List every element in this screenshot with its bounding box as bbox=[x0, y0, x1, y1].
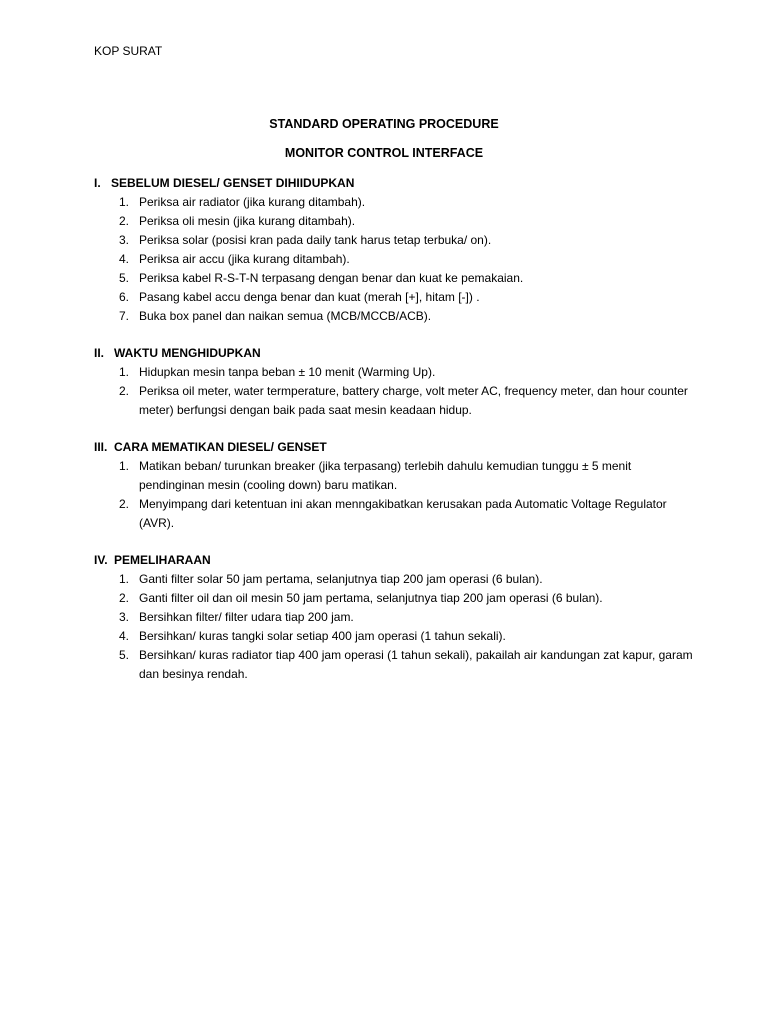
item-marker: 2. bbox=[118, 214, 129, 228]
section-heading bbox=[94, 344, 694, 363]
item-text: Ganti filter solar 50 jam pertama, selanjutnya tiap 200 jam operasi (6 bulan). bbox=[139, 572, 543, 586]
item-text: Periksa oil meter, water termperature, battery charge, volt meter AC, frequency meter, dan hour counter meter) berfungsi dengan baik pada saat mesin keadaan hidup. bbox=[139, 384, 688, 417]
section-number: I. bbox=[94, 176, 101, 190]
item-text: Periksa air accu (jika kurang ditambah). bbox=[139, 252, 350, 266]
section-title: SEBELUM DIESEL/ GENSET DIHIIDUPKAN bbox=[111, 176, 355, 190]
item-marker: 5. bbox=[118, 648, 129, 662]
document-subtitle: MONITOR CONTROL INTERFACE bbox=[284, 146, 484, 160]
item-text: Periksa solar (posisi kran pada daily tank harus tetap terbuka/ on). bbox=[139, 233, 492, 247]
list-item bbox=[94, 495, 694, 533]
item-text: Bersihkan/ kuras radiator tiap 400 jam operasi (1 tahun sekali), pakailah air kandungan zat kapur, garam dan besinya rendah. bbox=[139, 648, 693, 681]
section-number: III. bbox=[94, 440, 108, 454]
list-item bbox=[94, 193, 694, 212]
item-marker: 1. bbox=[118, 195, 129, 209]
section-item-list bbox=[94, 363, 694, 420]
list-item bbox=[94, 382, 694, 420]
section-heading bbox=[94, 551, 694, 570]
section-title: WAKTU MENGHIDUPKAN bbox=[114, 346, 261, 360]
item-marker: 3. bbox=[118, 233, 129, 247]
list-item bbox=[94, 212, 694, 231]
list-item bbox=[94, 608, 694, 627]
item-marker: 1. bbox=[118, 572, 129, 586]
list-item bbox=[94, 589, 694, 608]
item-marker: 3. bbox=[118, 610, 129, 624]
item-marker: 4. bbox=[118, 629, 129, 643]
item-marker: 6. bbox=[118, 290, 129, 304]
item-text: Bersihkan/ kuras tangki solar setiap 400 jam operasi (1 tahun sekali). bbox=[139, 629, 506, 643]
item-marker: 2. bbox=[118, 591, 129, 605]
item-text: Hidupkan mesin tanpa beban ± 10 menit (Warming Up). bbox=[139, 365, 436, 379]
section-shutdown bbox=[94, 438, 694, 533]
item-text: Periksa air radiator (jika kurang ditambah). bbox=[139, 195, 366, 209]
list-item bbox=[94, 363, 694, 382]
list-item bbox=[94, 457, 694, 495]
item-text: Matikan beban/ turunkan breaker (jika terpasang) terlebih dahulu kemudian tunggu ± 5 menit pendinginan mesin (cooling down) baru matikan. bbox=[139, 459, 632, 492]
item-text: Pasang kabel accu denga benar dan kuat (merah [+], hitam [-]) . bbox=[139, 290, 480, 304]
procedure-content bbox=[94, 174, 694, 702]
item-text: Periksa oli mesin (jika kurang ditambah). bbox=[139, 214, 356, 228]
section-title: CARA MEMATIKAN DIESEL/ GENSET bbox=[114, 440, 327, 454]
list-item bbox=[94, 250, 694, 269]
section-number: IV. bbox=[94, 553, 108, 567]
item-marker: 7. bbox=[118, 309, 129, 323]
document-title: STANDARD OPERATING PROCEDURE bbox=[269, 117, 499, 131]
section-heading bbox=[94, 174, 694, 193]
section-item-list bbox=[94, 193, 694, 326]
item-marker: 2. bbox=[118, 497, 129, 511]
list-item bbox=[94, 307, 694, 326]
section-item-list bbox=[94, 457, 694, 533]
item-marker: 2. bbox=[118, 384, 129, 398]
section-before-start bbox=[94, 174, 694, 326]
list-item bbox=[94, 646, 694, 684]
list-item bbox=[94, 288, 694, 307]
item-marker: 1. bbox=[118, 365, 129, 379]
list-item bbox=[94, 570, 694, 589]
section-heading bbox=[94, 438, 694, 457]
item-marker: 4. bbox=[118, 252, 129, 266]
list-item bbox=[94, 627, 694, 646]
list-item bbox=[94, 269, 694, 288]
section-starting bbox=[94, 344, 694, 420]
item-text: Bersihkan filter/ filter udara tiap 200 jam. bbox=[139, 610, 354, 624]
item-marker: 1. bbox=[118, 459, 129, 473]
letterhead: KOP SURAT bbox=[94, 44, 163, 58]
item-text: Periksa kabel R-S-T-N terpasang dengan benar dan kuat ke pemakaian. bbox=[139, 271, 524, 285]
section-title: PEMELIHARAAN bbox=[114, 553, 211, 567]
item-text: Ganti filter oil dan oil mesin 50 jam pertama, selanjutnya tiap 200 jam operasi (6 bulan). bbox=[139, 591, 603, 605]
section-item-list bbox=[94, 570, 694, 684]
section-number: II. bbox=[94, 346, 105, 360]
section-maintenance bbox=[94, 551, 694, 684]
list-item bbox=[94, 231, 694, 250]
item-text: Menyimpang dari ketentuan ini akan menngakibatkan kerusakan pada Automatic Voltage Regulator (AVR). bbox=[139, 497, 667, 530]
item-text: Buka box panel dan naikan semua (MCB/MCCB/ACB). bbox=[139, 309, 432, 323]
item-marker: 5. bbox=[118, 271, 129, 285]
